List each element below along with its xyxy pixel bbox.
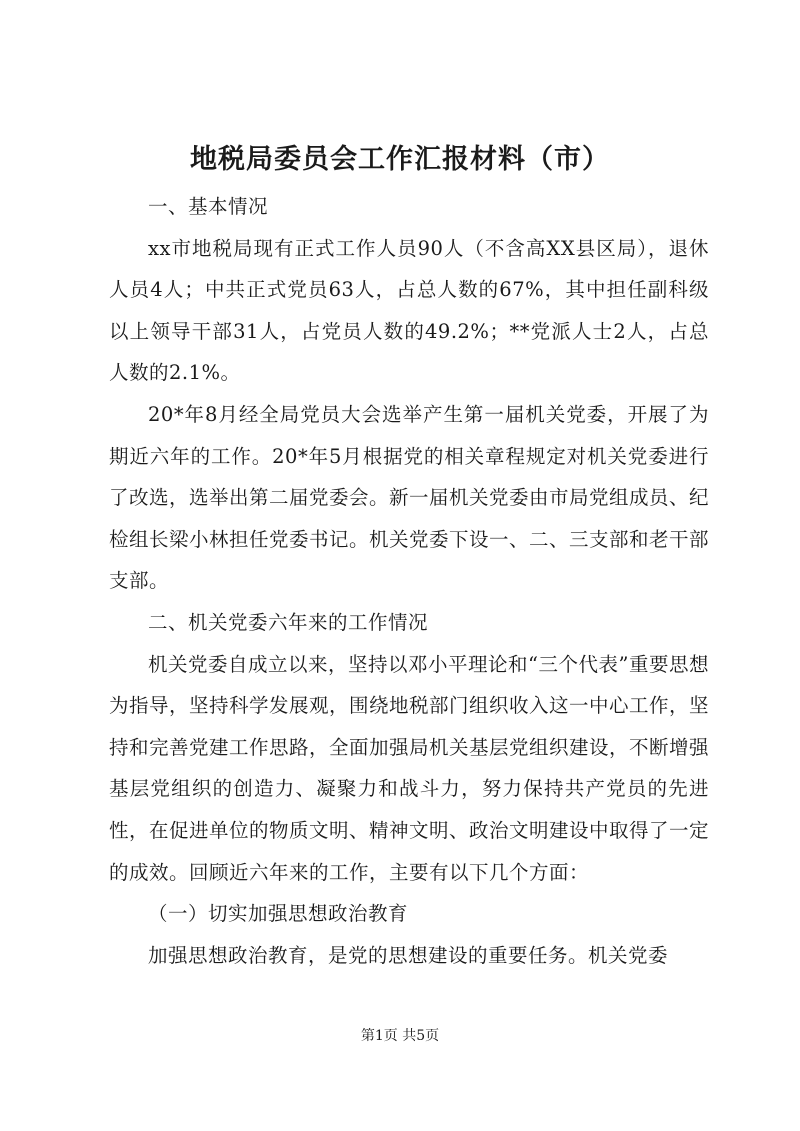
- section-heading-basic-situation: 一、基本情况: [148, 195, 269, 218]
- subsection-heading-political-education: （一）切实加强思想政治教育: [148, 902, 409, 926]
- paragraph-staff-statistics: xx市地税局现有正式工作人员90人（不含高XX县区局），退休人员4人；中共正式党员63人，占总人数的67%，其中担任副科级以上领导干部31人，占党员人数的49.2%；**党派人士2人，占总人数的2.1%。: [109, 236, 709, 385]
- document-body: [109, 186, 709, 976]
- paragraph-political-education: 加强思想政治教育，是党的思想建设的重要任务。机关党委: [148, 943, 669, 967]
- page-number-footer: 第1页 共5页: [360, 1028, 440, 1044]
- paragraph-work-overview: 机关党委自成立以来，坚持以邓小平理论和“三个代表”重要思想为指导，坚持科学发展观，围绕地税部门组织收入这一中心工作，坚持和完善党建工作思路，全面加强局机关基层党组织建设，不断增强基层党组织的创造力、凝聚力和战斗力，努力保持共产党员的先进性，在促进单位的物质文明、精神文明、政治文明建设中取得了一定的成效。回顾近六年来的工作，主要有以下几个方面：: [109, 652, 710, 884]
- section-heading-work-situation: 二、机关党委六年来的工作情况: [148, 610, 429, 634]
- paragraph-party-committee-history: 20*年8月经全局党员大会选举产生第一届机关党委，开展了为期近六年的工作。20*年5月根据党的相关章程规定对机关党委进行了改选，选举出第二届党委会。新一届机关党委由市局党组成员、纪检组长梁小林担任党委书记。机关党委下设一、二、三支部和老干部支部。: [109, 402, 710, 593]
- document-title: 地税局委员会工作汇报材料（市）: [190, 144, 610, 175]
